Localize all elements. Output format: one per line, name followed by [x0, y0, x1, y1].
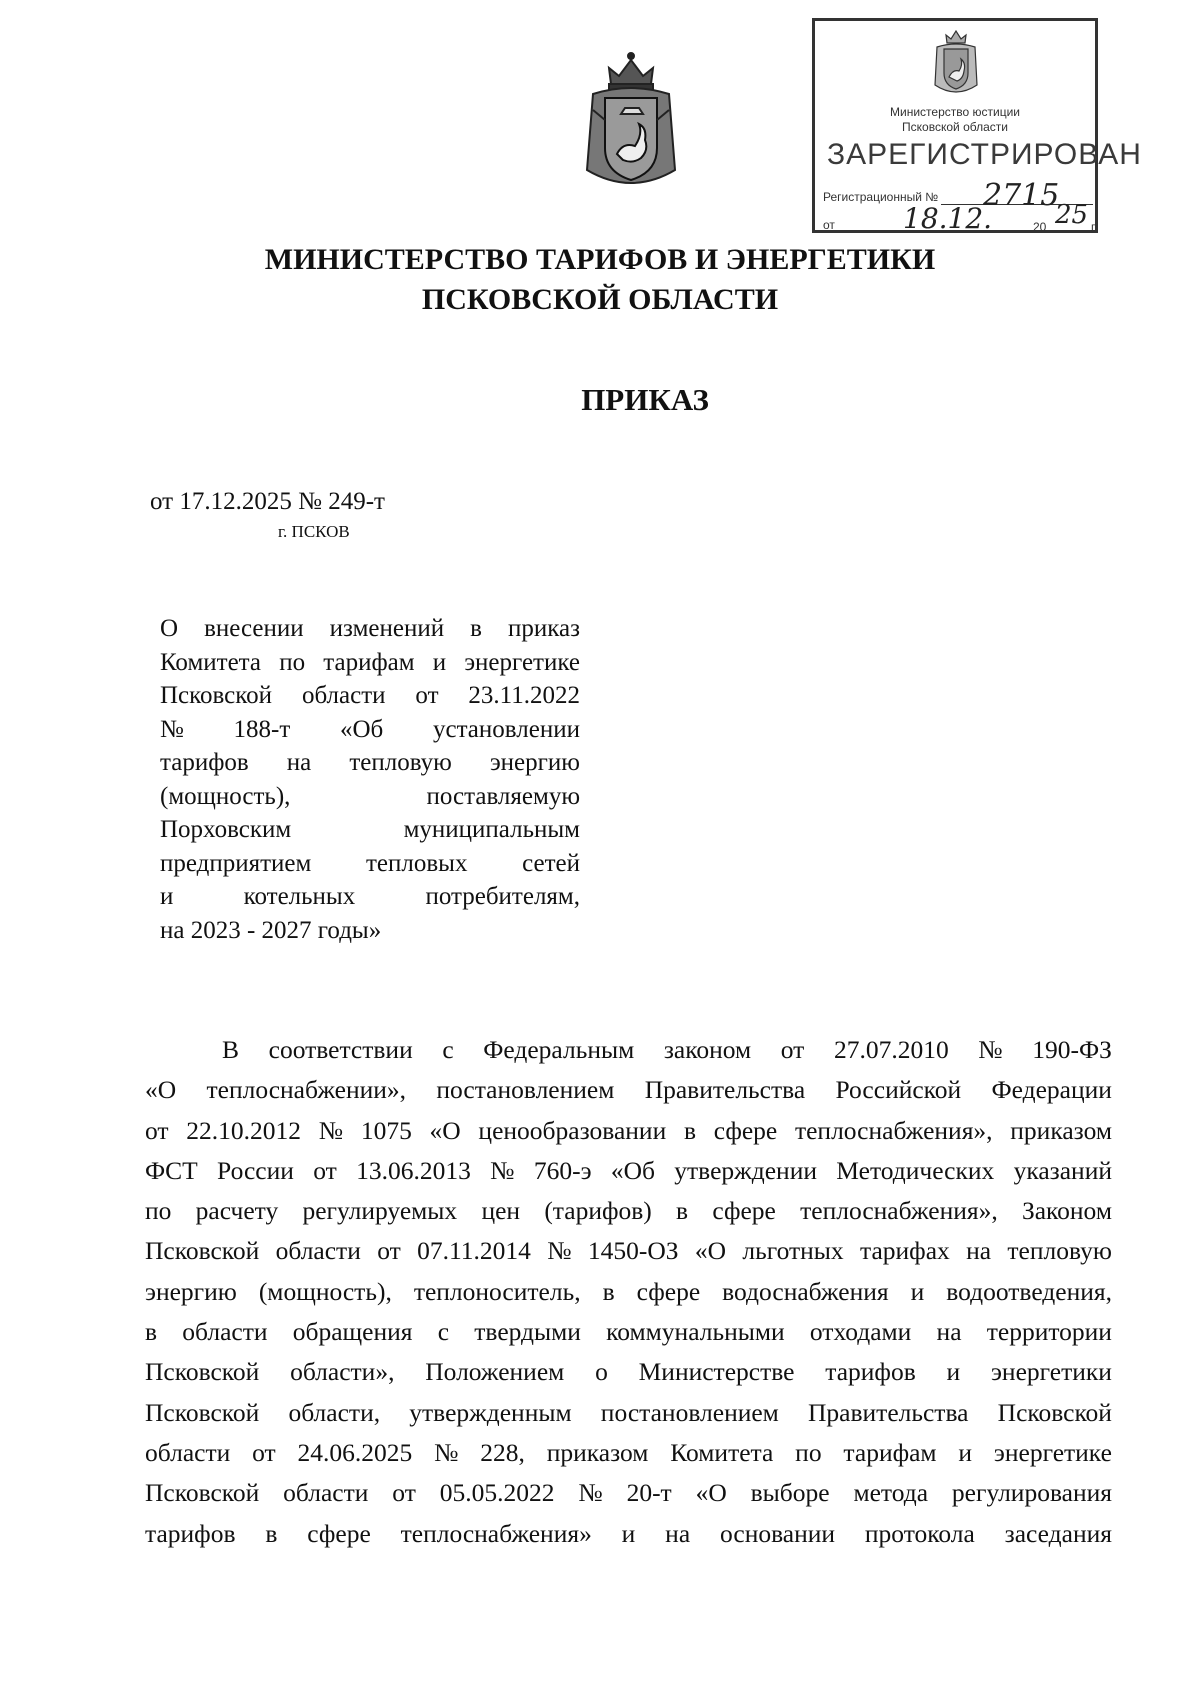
body-line — [145, 1191, 1112, 1231]
body-line — [145, 1030, 1112, 1070]
body-word: № — [318, 1115, 344, 1145]
body-word: № — [490, 1155, 515, 1185]
body-word: Правительства — [644, 1075, 806, 1105]
body-word: и — [946, 1357, 961, 1387]
registration-stamp — [812, 18, 1142, 235]
body-word: 22.10.2012 — [186, 1115, 302, 1145]
subject-word: от — [415, 682, 439, 709]
body-word: энергетики — [990, 1357, 1112, 1387]
body-word: теплоснабжения», — [794, 1115, 993, 1145]
body-word: территории — [986, 1317, 1112, 1347]
body-word: области — [145, 1437, 231, 1467]
subject-word: области — [301, 682, 386, 709]
subject-word: Псковской — [160, 682, 273, 709]
subject-word: муниципальным — [403, 816, 580, 843]
body-word: Российской — [835, 1075, 962, 1105]
body-word: ценообразовании — [478, 1115, 667, 1145]
body-word: заседания — [1004, 1518, 1112, 1548]
body-word: сфере — [636, 1276, 701, 1306]
body-line — [145, 1111, 1112, 1151]
body-word: Правительства — [808, 1397, 969, 1427]
body-line — [145, 1393, 1112, 1433]
stamp-coat-of-arms-icon — [933, 27, 979, 99]
body-word: 190-ФЗ — [1032, 1035, 1112, 1064]
body-word: в — [683, 1115, 696, 1145]
subject-line — [160, 914, 580, 948]
stamp-reg-label: Регистрационный № — [823, 190, 939, 204]
body-word: теплоснабжении», — [206, 1075, 407, 1105]
body-word: от — [145, 1115, 169, 1145]
body-word: льготных — [742, 1236, 844, 1266]
body-line — [145, 1473, 1112, 1513]
subject-word: О — [160, 615, 179, 642]
subject-word: 188-т — [233, 715, 291, 743]
body-word: области», — [290, 1357, 395, 1387]
subject-line — [160, 813, 580, 847]
body-word: 228, — [480, 1437, 525, 1467]
subject-word: котельных — [243, 883, 356, 910]
document-date-number: от 17.12.2025 № 249-т — [150, 488, 385, 515]
body-word: «Об — [610, 1155, 655, 1185]
body-word: Федеральным — [483, 1035, 635, 1064]
body-word: водоотведения, — [946, 1276, 1112, 1306]
subject-word: тепловую — [349, 749, 452, 776]
body-word: 1450-ОЗ — [587, 1236, 679, 1266]
body-word: Псковской — [997, 1397, 1112, 1427]
body-word: 07.11.2014 — [417, 1236, 531, 1266]
body-word: области — [283, 1478, 369, 1508]
stamp-date-value: 18.12. — [903, 202, 993, 235]
subject-word: Порховским — [160, 816, 292, 843]
body-word: утвержденным — [409, 1397, 572, 1427]
body-word: сфере — [713, 1115, 778, 1145]
subject-word: на — [286, 749, 312, 776]
subject-word: (мощность), — [160, 782, 291, 810]
body-word: приказом — [546, 1437, 649, 1467]
body-word: на — [936, 1317, 962, 1347]
body-word: от — [313, 1155, 337, 1185]
body-word: расчету — [195, 1196, 279, 1226]
stamp-date-line — [823, 200, 1098, 235]
body-word: Министерстве — [638, 1357, 795, 1387]
body-line — [145, 1272, 1112, 1312]
body-word: «О — [145, 1075, 177, 1105]
body-word: законом — [663, 1035, 752, 1064]
subject-word: тарифам — [323, 648, 415, 676]
body-word: регулирования — [951, 1478, 1112, 1508]
body-word: по — [795, 1437, 822, 1467]
body-word: тарифах — [860, 1236, 950, 1266]
body-word: ФСТ — [145, 1155, 198, 1185]
document-city: г. ПСКОВ — [278, 522, 350, 541]
body-word: Псковской — [145, 1236, 260, 1266]
ministry-title — [0, 240, 1200, 320]
body-word: коммунальными — [606, 1317, 785, 1347]
stamp-reg-number: 2715 — [983, 178, 1060, 213]
body-word: от — [252, 1437, 276, 1467]
body-word: 27.07.2010 — [833, 1035, 949, 1064]
body-word: с — [442, 1035, 454, 1064]
body-word: «О — [695, 1478, 727, 1508]
body-word: от — [780, 1035, 805, 1064]
body-word: на — [665, 1518, 691, 1548]
body-word: постановлением — [436, 1075, 615, 1105]
subject-word: «Об — [340, 715, 384, 743]
subject-word: предприятием — [160, 849, 312, 877]
body-word: теплоснабжения», — [800, 1196, 998, 1226]
body-word: тарифов — [145, 1518, 236, 1548]
subject-word: и — [432, 648, 447, 676]
subject-word: по — [279, 648, 306, 676]
subject-word: тарифов — [160, 749, 249, 776]
body-word: тарифов — [825, 1357, 916, 1387]
body-word: энергию — [145, 1276, 237, 1306]
body-line — [145, 1514, 1112, 1554]
body-word: теплоноситель, — [413, 1276, 581, 1306]
body-word: Федерации — [991, 1075, 1112, 1105]
body-word: в — [145, 1317, 158, 1347]
body-line — [145, 1231, 1112, 1271]
subject-word: приказ — [507, 615, 580, 642]
stamp-year-prefix: 20 — [1033, 220, 1047, 234]
body-word: сфере — [712, 1196, 776, 1226]
document-body — [145, 1030, 1112, 1554]
subject-word: № — [160, 715, 184, 743]
body-word: области, — [288, 1397, 381, 1427]
subject-word: энергетике — [464, 648, 580, 676]
subject-word: изменений — [329, 615, 445, 642]
body-word: 24.06.2025 — [297, 1437, 413, 1467]
subject-word: в — [470, 615, 482, 642]
subject-word: сетей — [522, 849, 580, 877]
body-word: протокола — [864, 1518, 975, 1548]
subject-word: внесении — [204, 615, 304, 642]
body-word: (тарифов) — [544, 1196, 652, 1226]
body-word: приказом — [1010, 1115, 1112, 1145]
body-word: Положением — [425, 1357, 565, 1387]
body-word: с — [437, 1317, 450, 1347]
body-word: утверждении — [674, 1155, 817, 1185]
body-word: в — [676, 1196, 689, 1226]
subject-line — [160, 646, 580, 680]
subject-word: энергию — [489, 749, 580, 776]
body-word: (мощность), — [258, 1276, 392, 1306]
subject-word: поставляемую — [426, 782, 580, 810]
body-word: 05.05.2022 — [439, 1478, 555, 1508]
subject-line — [160, 847, 580, 881]
stamp-year-suffix: г. — [1091, 220, 1098, 234]
body-word: тарифам — [843, 1437, 937, 1467]
stamp-date-prefix: от — [823, 218, 835, 232]
subject-line — [160, 880, 580, 914]
body-line — [145, 1312, 1112, 1352]
body-word: теплоснабжения» — [400, 1518, 592, 1548]
body-word: и — [958, 1437, 973, 1467]
body-word: области — [182, 1317, 268, 1347]
body-word: № — [578, 1478, 603, 1508]
body-word: цен — [481, 1196, 521, 1226]
stamp-year-value: 25 — [1055, 200, 1089, 230]
body-word: «О — [429, 1115, 461, 1145]
subject-word: Комитета — [160, 648, 262, 676]
body-word: 20-т — [626, 1478, 672, 1508]
body-word: № — [547, 1236, 572, 1266]
body-word: соответствии — [268, 1035, 413, 1064]
body-word: в — [265, 1518, 278, 1548]
ministry-title-line2: ПСКОВСКОЙ ОБЛАСТИ — [421, 283, 779, 316]
stamp-status: ЗАРЕГИСТРИРОВАН — [827, 138, 1142, 171]
body-word: метода — [853, 1478, 929, 1508]
subject-word: и — [160, 883, 174, 910]
body-word: от — [377, 1236, 401, 1266]
body-word: энергетике — [993, 1437, 1112, 1467]
document-subject — [160, 612, 580, 947]
subject-word: тепловых — [365, 849, 468, 877]
body-word: № — [434, 1437, 459, 1467]
body-word: и — [621, 1518, 636, 1548]
subject-word: 23.11.2022 — [468, 682, 580, 709]
body-word: 760-э — [533, 1155, 592, 1185]
body-word: В — [222, 1035, 240, 1064]
body-word: указаний — [1013, 1155, 1112, 1185]
stamp-org-line1: Министерство юстиции — [890, 105, 1020, 119]
body-word: водоснабжения — [722, 1276, 889, 1306]
subject-line — [160, 679, 580, 713]
subject-line — [160, 780, 580, 814]
document-type-heading: ПРИКАЗ — [581, 382, 709, 417]
subject-word: установлении — [432, 715, 580, 743]
subject-line — [160, 746, 580, 780]
body-word: основании — [719, 1518, 836, 1548]
body-word: Методических — [836, 1155, 995, 1185]
body-word: России — [217, 1155, 294, 1185]
body-word: Законом — [1021, 1196, 1112, 1226]
body-line — [145, 1070, 1112, 1110]
body-word: тепловую — [1007, 1236, 1112, 1266]
body-word: сфере — [307, 1518, 371, 1548]
body-word: области — [275, 1236, 361, 1266]
body-word: по — [145, 1196, 172, 1226]
subject-word: на 2023 - 2027 годы» — [160, 916, 382, 944]
stamp-org-line2: Псковской области — [902, 120, 1008, 134]
body-word: и — [910, 1276, 925, 1306]
body-word: 1075 — [360, 1115, 412, 1145]
ministry-title-line1: МИНИСТЕРСТВО ТАРИФОВ И ЭНЕРГЕТИКИ — [264, 243, 936, 276]
body-word: Псковской — [145, 1478, 260, 1508]
body-word: Псковской — [145, 1397, 260, 1427]
body-word: «О — [694, 1236, 727, 1266]
body-word: о — [595, 1357, 608, 1387]
body-word: Псковской — [145, 1357, 260, 1387]
body-word: в — [602, 1276, 615, 1306]
body-word: Комитета — [670, 1437, 774, 1467]
body-word: на — [966, 1236, 992, 1266]
subject-word: потребителям, — [425, 883, 580, 910]
body-word: отходами — [809, 1317, 912, 1347]
body-line — [145, 1151, 1112, 1191]
body-word: обращения — [292, 1317, 413, 1347]
body-line — [145, 1433, 1112, 1473]
body-word: твердыми — [474, 1317, 581, 1347]
subject-line — [160, 713, 580, 747]
body-word: от — [392, 1478, 416, 1508]
body-word: выборе — [750, 1478, 830, 1508]
body-word: № — [978, 1035, 1003, 1064]
body-line — [145, 1352, 1112, 1392]
body-word: постановлением — [600, 1397, 779, 1427]
subject-line — [160, 612, 580, 646]
coat-of-arms-icon — [583, 50, 679, 196]
body-word: регулируемых — [302, 1196, 458, 1226]
body-word: 13.06.2013 — [356, 1155, 471, 1185]
